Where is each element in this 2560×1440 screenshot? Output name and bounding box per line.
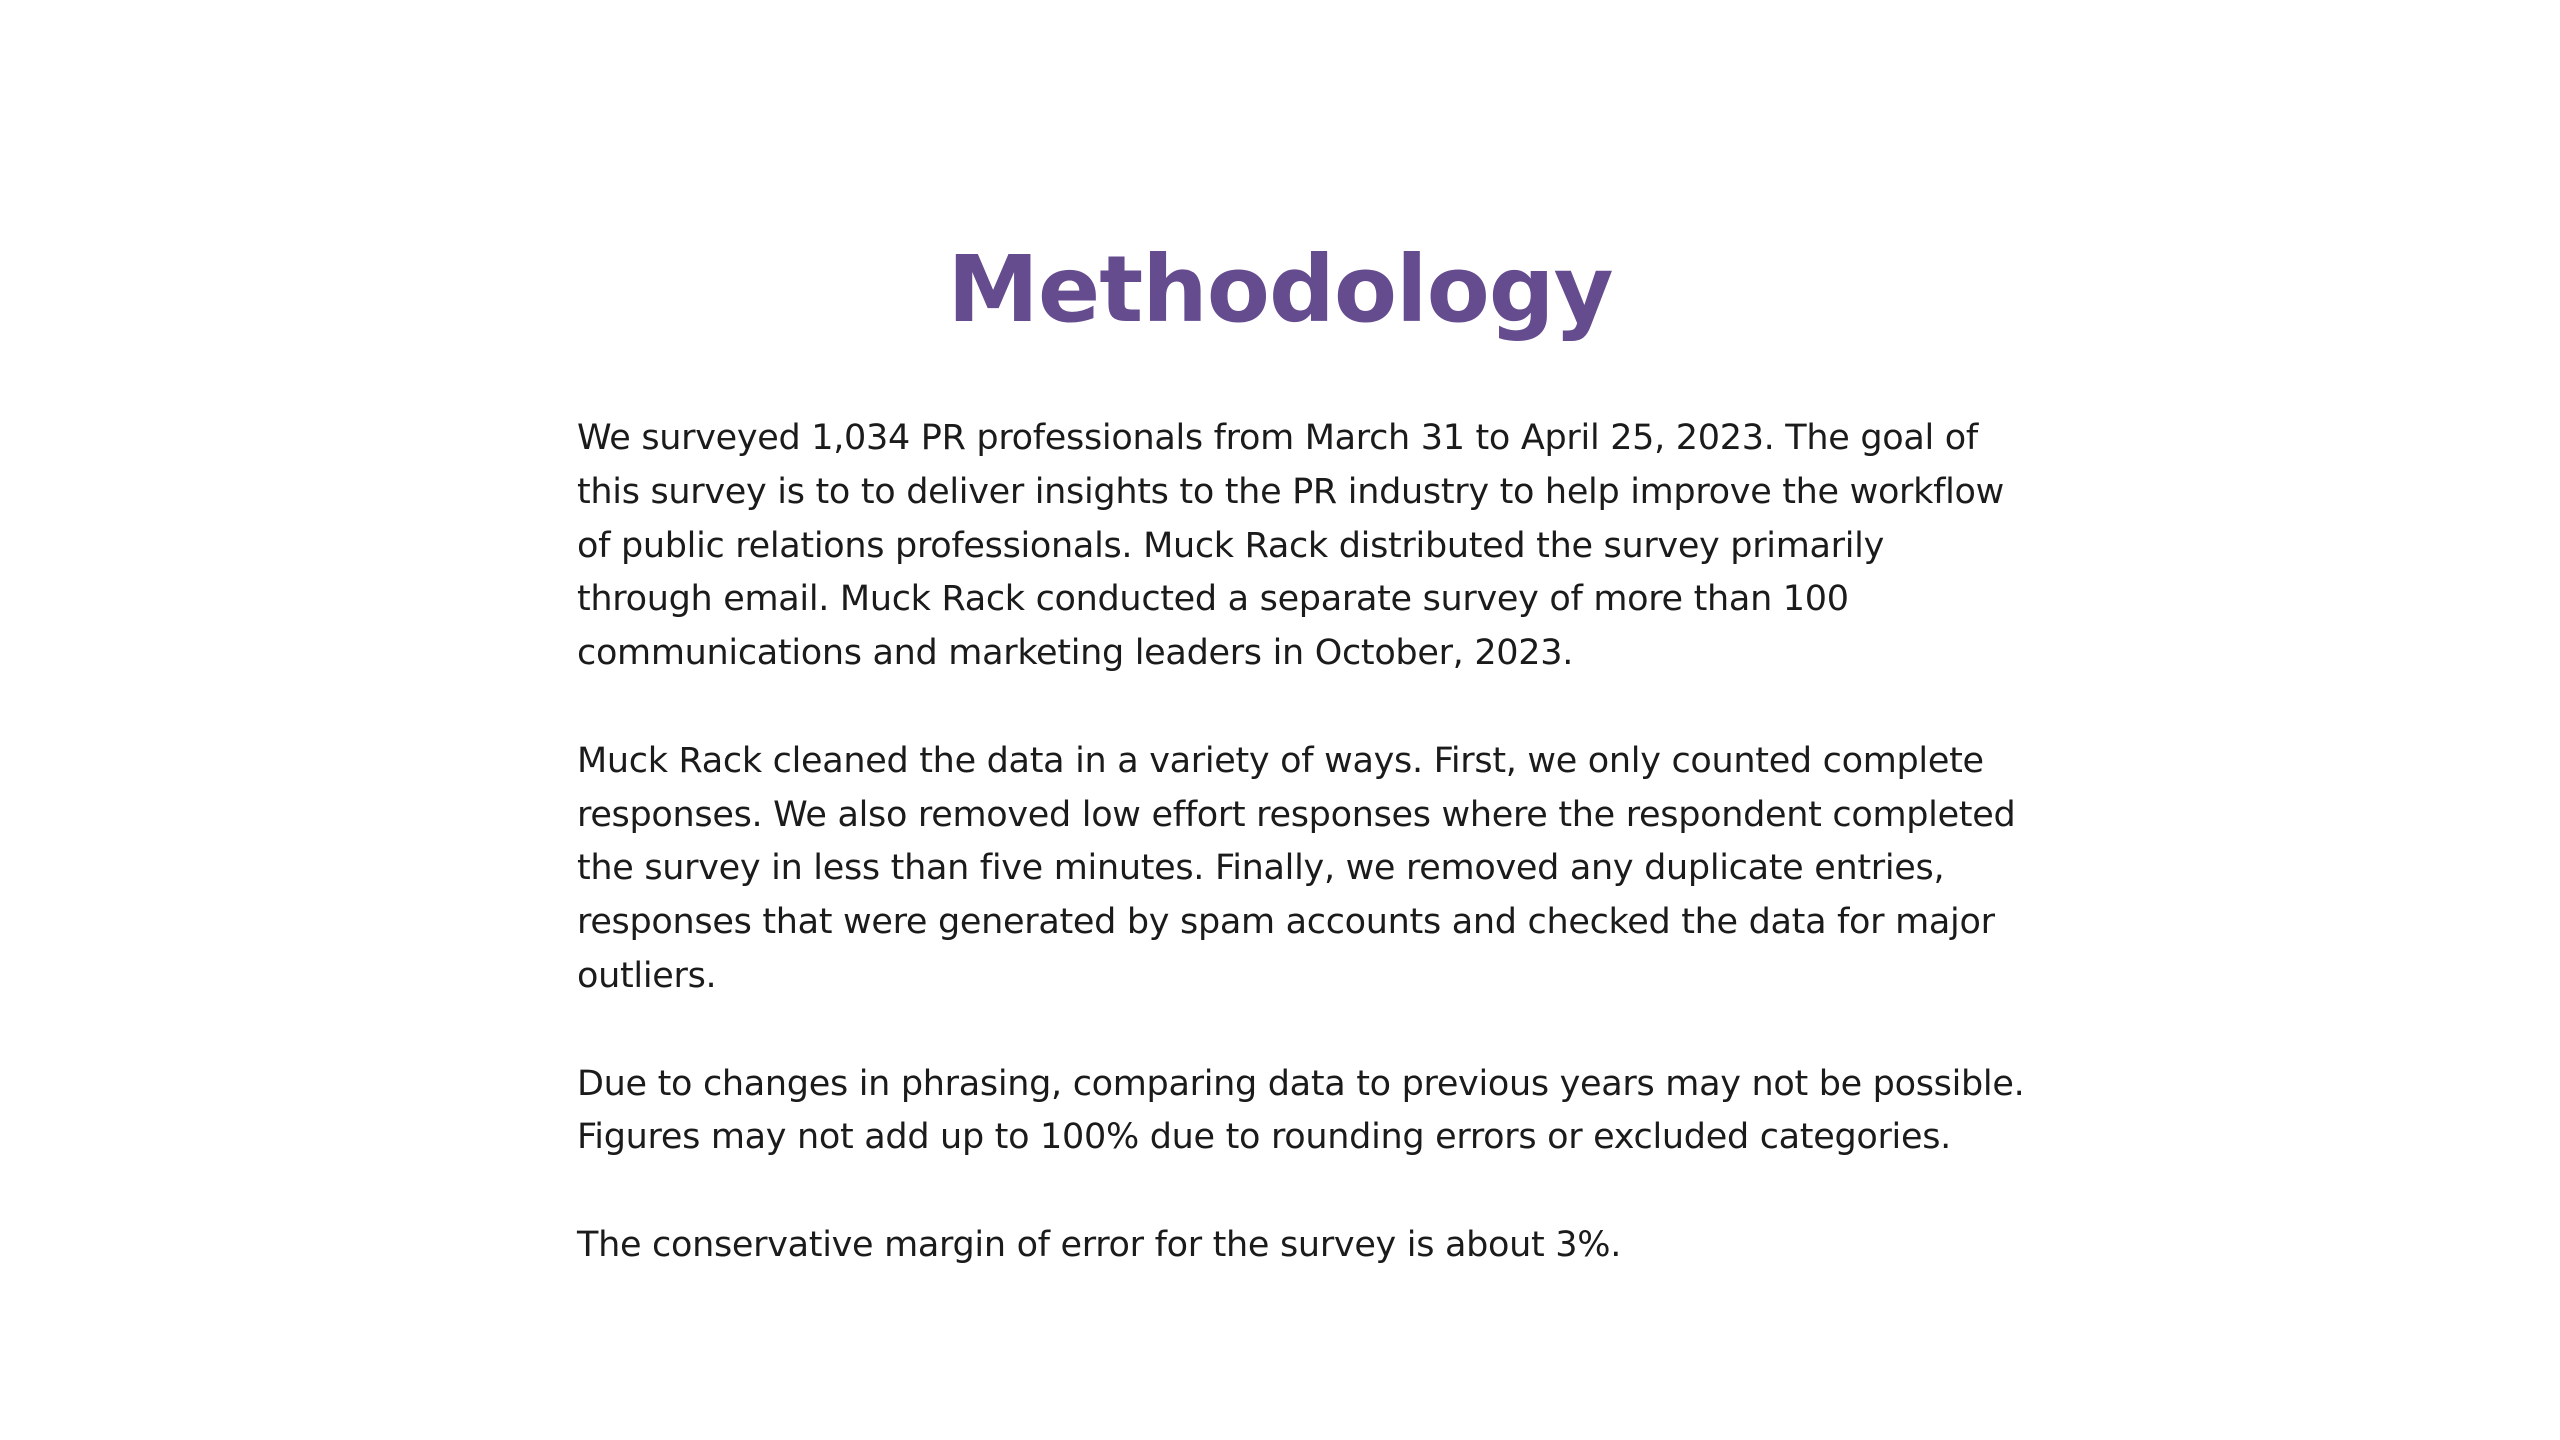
paragraph-margin-of-error: The conservative margin of error for the survey is about 3%. <box>577 1224 1622 1265</box>
paragraph-data-cleaning: Muck Rack cleaned the data in a variety of ways. First, we only counted complete responses. We also removed low effort responses where the respondent completed the survey in less than five minutes. Finally, we removed any duplicate entries, responses that were generated by spam accounts and checked the data for major outliers. <box>577 740 2016 996</box>
page-title: Methodology <box>947 236 1613 343</box>
paragraph-comparability-note: Due to changes in phrasing, comparing data to previous years may not be possible. Figures may not add up to 100% due to rounding errors or excluded categories. <box>577 1063 2025 1158</box>
methodology-body <box>577 412 2027 1273</box>
paragraph-survey-overview: We surveyed 1,034 PR professionals from March 31 to April 25, 2023. The goal of this survey is to to deliver insights to the PR industry to help improve the workflow of public relations professionals. Muck Rack distributed the survey primarily through email. Muck Rack conducted a separate survey of more than 100 communications and marketing leaders in October, 2023. <box>577 418 2005 674</box>
